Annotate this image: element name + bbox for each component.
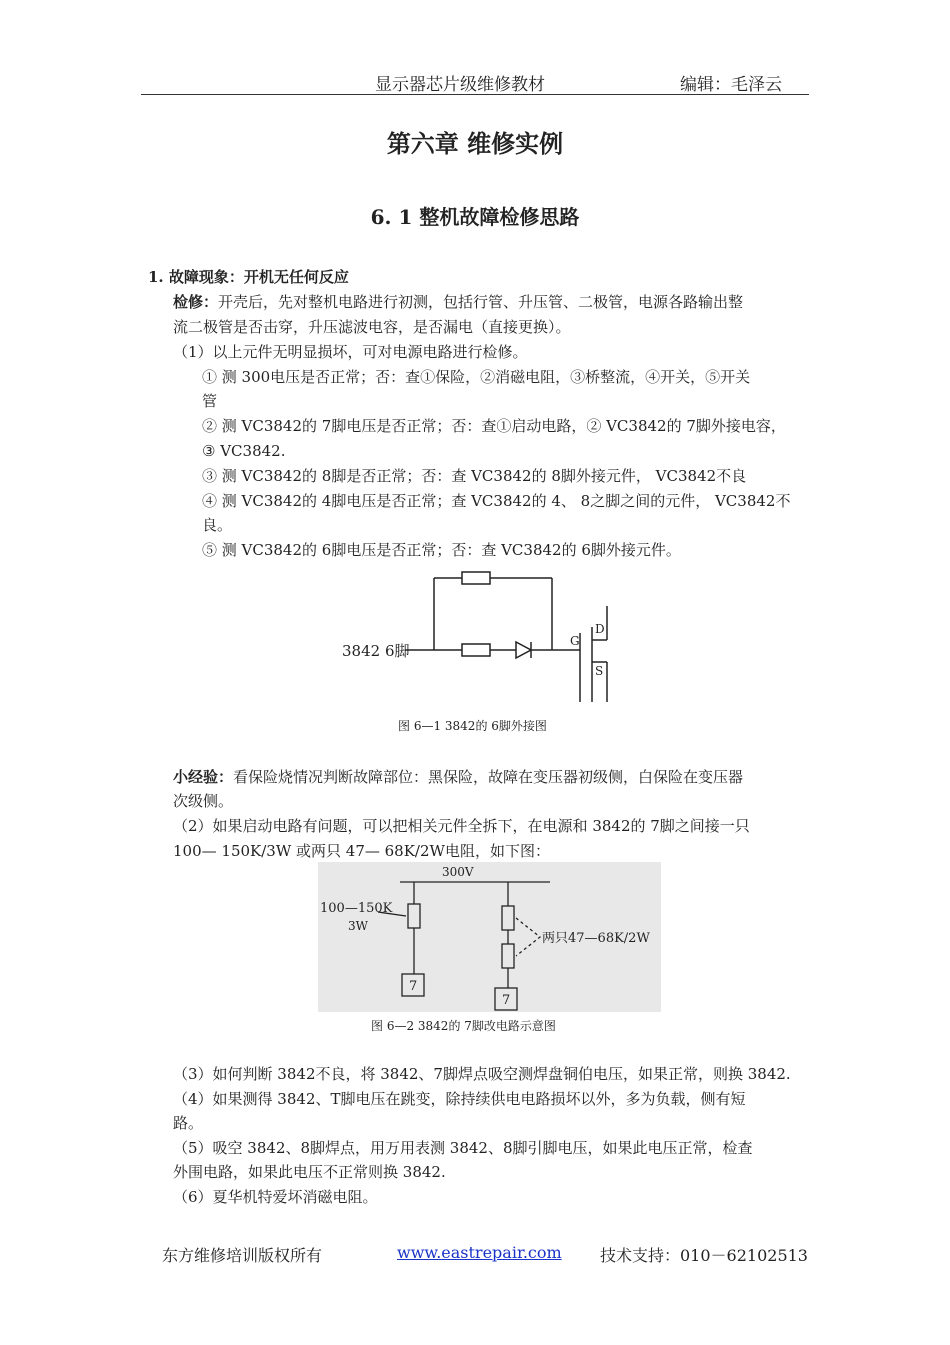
item-2-line-1: （2）如果启动电路有问题，可以把相关元件全拆下，在电源和 3842的 7脚之间接一只	[173, 817, 750, 835]
repair-label: 检修：	[173, 293, 219, 311]
item-line: 路。	[173, 1114, 204, 1132]
step-line: ① 测 300电压是否正常；否：查①保险，②消磁电阻，③桥整流，④开关，⑤开关	[202, 368, 751, 386]
repair-paragraph	[173, 292, 743, 312]
pin-7-right: 7	[502, 993, 511, 1008]
fault-heading: 1. 故障现象：开机无任何反应	[148, 268, 349, 286]
figure-6-2-caption: 图 6—2 3842的 7脚改电路示意图	[371, 1019, 556, 1033]
item-1: （1）以上元件无明显损坏，可对电源电路进行检修。	[173, 343, 528, 361]
experience-text-1: 看保险烧情况判断故障部位：黑保险，故障在变压器初级侧，白保险在变压器	[233, 768, 744, 786]
header-editor: 编辑：毛泽云	[680, 75, 782, 95]
resistor-single-label: 100—150K	[320, 901, 393, 916]
item-2-line-2: 100— 150K/3W 或两只 47— 68K/2W电阻，如下图：	[173, 842, 550, 860]
pin-7-left: 7	[409, 979, 418, 994]
section-title: 6. 1 整机故障检修思路	[370, 205, 580, 229]
figure-6-2-diagram	[318, 862, 661, 1012]
source-label: S	[595, 664, 604, 678]
repair-text-2: 流二极管是否击穿，升压滤波电容，是否漏电（直接更换）。	[173, 318, 571, 336]
footer-website-link[interactable]: www.eastrepair.com	[397, 1243, 562, 1262]
voltage-300v: 300V	[442, 865, 474, 879]
gate-label: G	[570, 634, 580, 648]
figure-6-1-caption: 图 6—1 3842的 6脚外接图	[398, 719, 547, 733]
drain-label: D	[595, 622, 605, 636]
step-line: ④ 测 VC3842的 4脚电压是否正常；查 VC3842的 4、 8之脚之间的元件， VC3842不	[202, 492, 791, 510]
step-line: ③ 测 VC3842的 8脚是否正常；否：查 VC3842的 8脚外接元件， VC3842不良	[202, 467, 747, 485]
experience-paragraph	[173, 767, 743, 787]
item-line: （3）如何判断 3842不良，将 3842、7脚焊点吸空测焊盘铜伯电压，如果正常，则换 3842.	[173, 1065, 791, 1083]
header-divider	[141, 94, 809, 95]
footer-support: 技术支持：010－62102513	[600, 1246, 808, 1265]
pin-6-label: 3842 6脚	[342, 642, 410, 660]
resistor-pair-label: 两只47—68K/2W	[542, 931, 650, 946]
experience-text-2: 次级侧。	[173, 792, 234, 810]
item-line: 外围电路，如果此电压不正常则换 3842.	[173, 1163, 446, 1181]
resistor-bottom	[462, 644, 490, 656]
step-line: ⑤ 测 VC3842的 6脚电压是否正常；否：查 VC3842的 6脚外接元件。	[202, 541, 681, 559]
item-line: （6）夏华机特爱坏消磁电阻。	[173, 1188, 378, 1206]
resistor-top	[462, 572, 490, 584]
resistor-single-power: 3W	[348, 919, 368, 933]
chapter-title: 第六章 维修实例	[386, 129, 564, 158]
header-title: 显示器芯片级维修教材	[375, 75, 545, 95]
step-line: 良。	[202, 516, 233, 534]
footer-copyright: 东方维修培训版权所有	[162, 1246, 323, 1265]
step-line: 管	[202, 392, 218, 410]
step-line: ② 测 VC3842的 7脚电压是否正常；否：查①启动电路，② VC3842的 7脚外接电容，	[202, 417, 786, 435]
diode	[516, 642, 531, 658]
step-line: ③ VC3842.	[202, 442, 286, 460]
item-line: （5）吸空 3842、8脚焊点，用万用表测 3842、8脚引脚电压，如果此电压正常，检查	[173, 1139, 753, 1157]
item-line: （4）如果测得 3842、T脚电压在跳变，除持续供电电路损坏以外，多为负载，侧有短	[173, 1090, 746, 1108]
figure-6-1-diagram	[330, 565, 630, 710]
experience-label: 小经验：	[173, 768, 234, 786]
repair-text-1: 开壳后，先对整机电路进行初测，包括行管、升压管、二极管，电源各路输出整	[218, 293, 744, 311]
